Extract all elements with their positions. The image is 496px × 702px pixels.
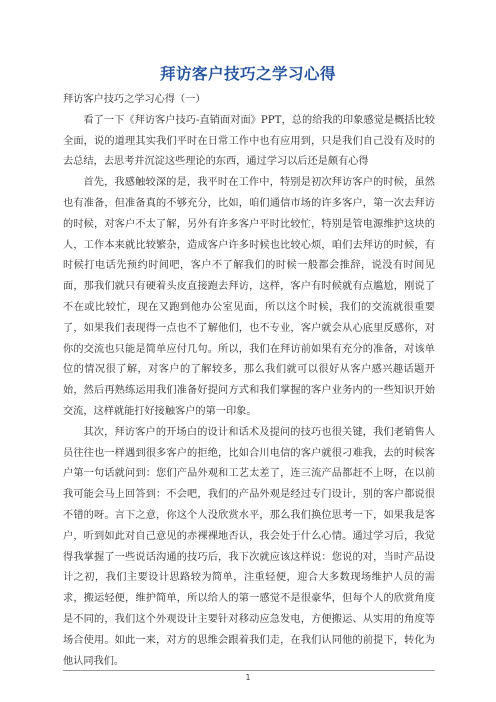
paragraph-1: 看了一下《拜访客户技巧-直销面对面》PPT，总的给我的印象感觉是概括比较全面，说的道理其实我们平时在日常工作中也有应用到，只是我们自己没有及时的去总结，去思考并沉淀这些理论的东西，通过学习以后还是颇有心得 <box>63 114 435 168</box>
document-body <box>63 90 435 672</box>
paragraph-3: 其次，拜访客户的开场白的设计和话术及提问的技巧也很关键，我们老销售人员往往也一样遇到很多客户的拒绝，比如合川电信的客户就很刁难我，去的时候客户第一句话就问到：您们产品外观和工艺太差了，连三流产品都赶不上呀，在以前我可能会马上回答到：不会吧，我们的产品外观是经过专门设计，别的客户都说很不错的呀。言下之意，你这个人没欣赏水平，那么我们换位思考一下，如果我是客户，听到如此对自己意见的赤裸裸地否认，我会处于什么心情。通过学习后，我觉得我掌握了一些说话沟通的技巧后，我下次就应该这样说：您说的对，当时产品设计之初，我们主要设计思路较为简单，注重轻便，迎合大多数现场维护人员的需求，搬运轻便，维护简单，所以给人的第一感觉不是很豪华，但每个人的欣赏角度是不同的，我们这个外观设计主要针对移动应急发电，方便搬运、从实用的角度等场合使用。如此一来，对方的思维会跟着我们走，在我们认同他的前提下，转化为他认同我们。 <box>63 426 435 667</box>
document-subtitle: 拜访客户技巧之学习心得（一） <box>63 94 206 105</box>
paragraph-2: 首先，我感触较深的是，我平时在工作中，特别是初次拜访客户的时候，虽然也有准备，但准备真的不够充分，比如，咱们通信市场的许多客户，第一次去拜访的时候，对客户不太了解，另外有许多客户平时比较忙，特别是管电源维护这块的人，工作本来就比较繁杂，造成客户许多时候也比较心烦，咱们去拜访的时候，有时候打电话先预约时间吧，客户不了解我们的时候一般都会推辞，说没有时间见面，那我们就只有硬着头皮直接跑去拜访，这样，客户有时候就有点尴尬，刚说了不在或比较忙，现在又跑到他办公室见面，所以这个时候，我们的交流就很重要了，如果我们表现得一点也不了解他们，也不专业，客户就会从心底里反感你，对你的交流也只能是简单应付几句。所以，我们在拜访前如果有充分的准备，对该单位的情况很了解，对客户的了解较多，那么我们就可以很好从客户感兴趣话题开始，然后再熟练运用我们准备好提问方式和我们掌握的客户业务内的一些知识开始交流，这样就能打好接触客户的第一印象。 <box>63 177 435 417</box>
document-title: 拜访客户技巧之学习心得 <box>159 65 336 83</box>
footer-divider <box>63 670 435 671</box>
page-number: 1 <box>245 673 251 682</box>
